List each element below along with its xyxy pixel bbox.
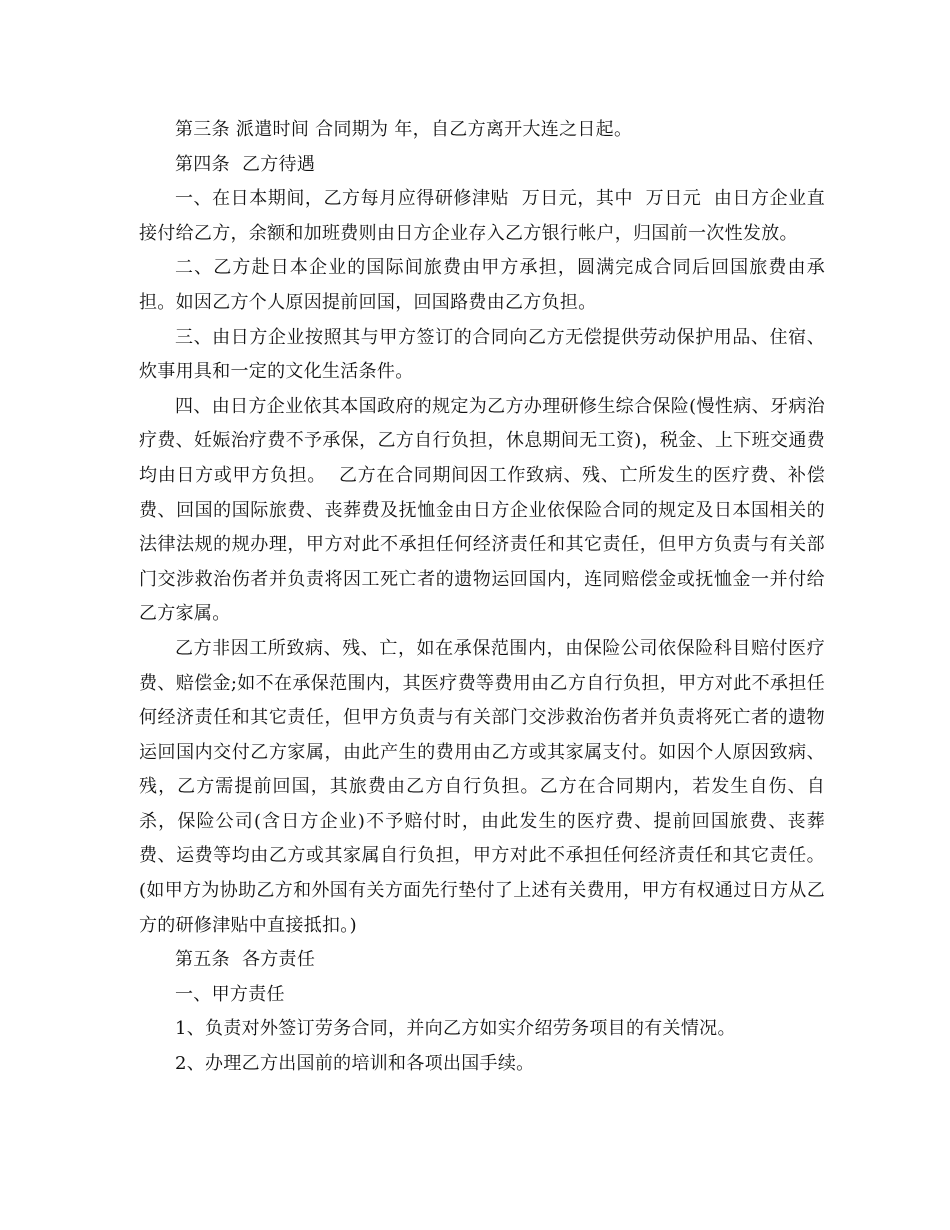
article-4-clause-4: 四、由日方企业依其本国政府的规定为乙方办理研修生综合保险(慢性病、牙病治疗费、妊娠治疗费不予承保，乙方自行负担，休息期间无工资)，税金、上下班交通费均由日方或甲方负担。 乙方在合同期间因工作致病、残、亡所发生的医疗费、补偿费、回国的国际旅费、丧葬费及抚恤金由日方企业依保险合同的规定及日本国相关的法律法规的规办理，甲方对此不承担任何经济责任和其它责任，但甲方负责与有关部门交涉救治伤者并负责将因工死亡者的遗物运回国内，连同赔偿金或抚恤金一并付给乙方家属。 [139,395,825,625]
article-4-non-work-injury: 乙方非因工所致病、残、亡，如在承保范围内，由保险公司依保险科目赔付医疗费、赔偿金;如不在承保范围内，其医疗费等费用由乙方自行负担，甲方对此不承担任何经济责任和其它责任，但甲方负责与有关部门交涉救治伤者并负责将死亡者的遗物运回国内交付乙方家属，由此产生的费用由乙方或其家属支付。如因个人原因致病、残，乙方需提前回国，其旅费由乙方自行负担。乙方在合同期内，若发生自伤、自杀，保险公司(含日方企业)不予赔付时，由此发生的医疗费、提前回国旅费、丧葬费、运费等均由乙方或其家属自行负担，甲方对此不承担任何经济责任和其它责任。(如甲方为协助乙方和外国有关方面先行垫付了上述有关费用，甲方有权通过日方从乙方的研修津贴中直接抵扣。) [139,637,825,936]
article-4-heading: 第四条 乙方待遇 [175,153,316,175]
article-4-clause-2: 二、乙方赴日本企业的国际间旅费由甲方承担，圆满完成合同后回国旅费由承担。如因乙方个人原因提前回国，回国路费由乙方负担。 [139,257,825,313]
article-4-clause-3: 三、由日方企业按照其与甲方签订的合同向乙方无偿提供劳动保护用品、住宿、炊事用具和一定的文化生活条件。 [139,326,825,383]
article-4-clause-1: 一、在日本期间，乙方每月应得研修津贴 万日元，其中 万日元 由日方企业直接付给乙方，余额和加班费则由日方企业存入乙方银行帐户，归国前一次性发放。 [139,188,825,244]
party-a-responsibility-heading: 一、甲方责任 [175,983,285,1005]
article-3-dispatch-period: 第三条 派遣时间 合同期为 年，自乙方离开大连之日起。 [175,119,633,140]
article-5-heading: 第五条 各方责任 [175,949,316,971]
party-a-item-2: 2、办理乙方出国前的培训和各项出国手续。 [175,1053,535,1075]
party-a-item-1: 1、负责对外签订劳务合同，并向乙方如实介绍劳务项目的有关情况。 [175,1018,736,1040]
document-body [139,113,825,1082]
